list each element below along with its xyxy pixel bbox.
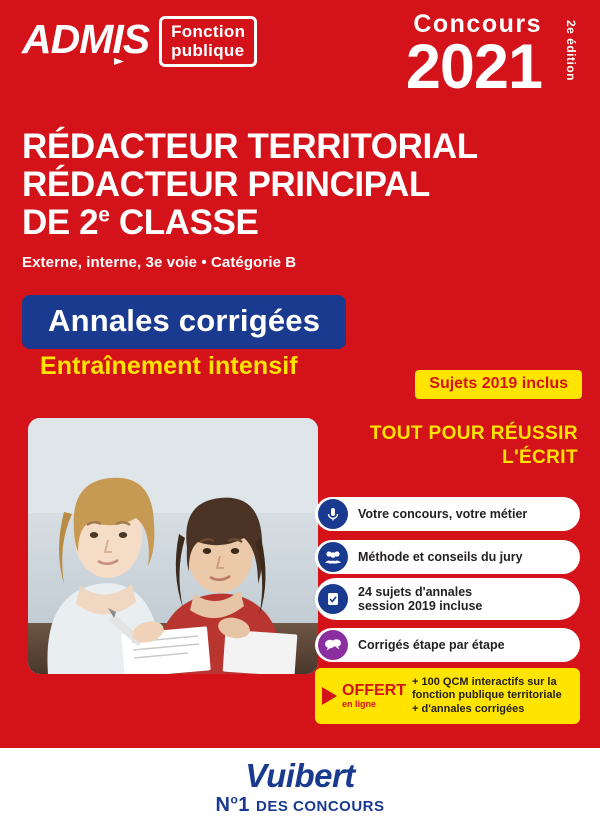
admis-logo <box>22 16 257 67</box>
feature-label-1: Votre concours, votre métier <box>358 507 528 521</box>
cover-header <box>0 0 600 100</box>
annales-band <box>22 295 346 349</box>
edition-label: 2e édition <box>564 20 578 82</box>
people-icon <box>318 542 348 572</box>
tagline-n: N <box>215 794 231 816</box>
feature-label-3-line2: session 2019 incluse <box>358 599 483 613</box>
offer-label <box>342 683 406 710</box>
promo-text <box>370 422 578 470</box>
feature-item-3 <box>315 578 580 620</box>
fonction-label: Fonction <box>171 22 246 41</box>
promo-line-1: TOUT POUR RÉUSSIR <box>369 423 578 444</box>
publique-label: publique <box>171 41 245 60</box>
feature-label-4: Corrigés étape par étape <box>358 638 505 652</box>
publisher-logo: Vuibert <box>245 757 355 794</box>
play-icon <box>322 687 337 705</box>
title-line-3-b: CLASSE <box>109 203 259 242</box>
offer-line-2: fonction publique territoriale <box>412 689 562 702</box>
chat-bubble-icon <box>318 630 348 660</box>
feature-item-1 <box>315 497 580 531</box>
sujets-label: Sujets 2019 inclus <box>429 375 568 392</box>
microphone-icon <box>318 499 348 529</box>
cover-footer <box>0 748 600 830</box>
offer-label-big: OFFERT <box>342 681 406 699</box>
fonction-publique-box <box>159 16 257 67</box>
document-check-icon <box>318 584 348 614</box>
title-ordinal: e <box>98 203 110 227</box>
offer-label-small: en ligne <box>342 698 377 709</box>
offer-line-1: + 100 QCM interactifs sur la <box>412 675 557 688</box>
feature-label-2: Méthode et conseils du jury <box>358 550 523 564</box>
concours-year: 2021 <box>405 32 542 102</box>
title-block <box>22 128 580 271</box>
feature-item-4 <box>315 628 580 662</box>
tagline-sup: o <box>230 792 239 807</box>
tagline-one: 1 <box>238 794 250 816</box>
arrow-icon <box>28 57 124 65</box>
concours-block <box>405 10 542 102</box>
annales-label: Annales corrigées <box>48 303 321 338</box>
photo-illustration <box>28 418 318 674</box>
cover-photo <box>28 418 318 674</box>
publisher-tagline <box>216 793 385 819</box>
title-line-3-a: DE 2 <box>22 203 99 242</box>
feature-label-3-line1: 24 sujets d'annales <box>358 585 473 599</box>
admis-wordmark: ADMIS <box>22 16 150 62</box>
concours-label: Concours <box>413 10 542 38</box>
promo-line-2: L'ÉCRIT <box>502 447 578 468</box>
title-line-3 <box>22 204 580 242</box>
subtitle: Externe, interne, 3e voie • Catégorie B <box>22 254 297 271</box>
sujets-band <box>415 370 582 399</box>
feature-item-2 <box>315 540 580 574</box>
tagline-rest: DES CONCOURS <box>255 798 385 815</box>
offer-description <box>412 676 562 717</box>
offer-banner <box>315 668 580 724</box>
title-line-2: RÉDACTEUR PRINCIPAL <box>22 165 430 204</box>
title-line-1: RÉDACTEUR TERRITORIAL <box>22 127 478 166</box>
feature-label-3 <box>358 585 482 613</box>
offer-line-3: + d'annales corrigées <box>412 702 525 715</box>
entrainement-label: Entraînement intensif <box>40 352 298 380</box>
